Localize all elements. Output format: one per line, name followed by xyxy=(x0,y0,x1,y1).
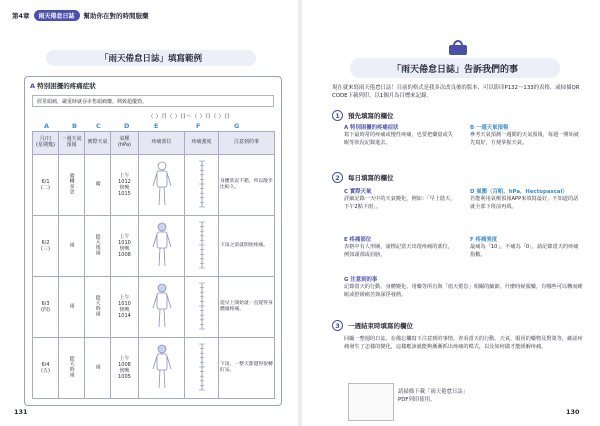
pressure-cell: 上午 1010 傍晚 1008 xyxy=(111,216,139,277)
date-cell: 6/4 (五) xyxy=(33,338,59,399)
item-title: E 疼痛部位 xyxy=(344,237,372,243)
col-header: 實際天氣 xyxy=(85,132,111,155)
col-letter-d: D xyxy=(124,122,130,130)
section-a-letter: A xyxy=(30,82,36,90)
col-header: 氣壓 (hPa) xyxy=(111,132,139,155)
note-cell: 下雨之前就開始疼痛。 xyxy=(219,216,275,277)
pain-scale-icon xyxy=(195,281,209,331)
col-letter-e: E xyxy=(154,122,159,130)
sample-log-table xyxy=(32,131,275,399)
section-number: 3 xyxy=(332,320,343,331)
item-g xyxy=(344,276,584,300)
qr-download-text: 請掃描下載「雨天倦怠日誌」 PDF列印使用。 xyxy=(398,389,469,404)
right-title: 「雨天倦怠日誌」告訴我們的事 xyxy=(350,58,560,78)
pain-scale-cell xyxy=(185,155,219,216)
date-range: （ ）月（ ）日～（ ）月（ ）日 xyxy=(148,114,230,120)
body-figure-cell xyxy=(139,155,185,216)
col-header: 疼痛強度 xyxy=(185,132,219,155)
note-cell: 身體狀況不錯，所以散步比較久。 xyxy=(219,155,275,216)
col-letter-b: B xyxy=(72,122,77,130)
table-row xyxy=(33,216,275,277)
col-letter-g: G xyxy=(234,122,240,130)
col-letter-c: C xyxy=(96,122,101,130)
chapter-subtitle: 幫助你在對的時間服藥 xyxy=(83,11,149,20)
note-cell: 從早上開始就一直覺得身體頭疼痛。 xyxy=(219,277,275,338)
body-figure-icon xyxy=(151,343,173,391)
col-letter-a: A xyxy=(44,122,50,130)
item-b xyxy=(470,124,582,148)
item-title: B 一週天氣預報 xyxy=(470,125,509,131)
section-number: 1 xyxy=(332,110,343,121)
item-text: 若能利用氣壓預報APP來填寫最好，不知道的話就全部下班前再填。 xyxy=(470,196,579,210)
forecast-cell: 晴轉多雲 xyxy=(68,173,75,195)
actual-weather-cell: 雨 xyxy=(94,364,101,370)
body-figure-icon xyxy=(151,282,173,330)
pain-scale-icon xyxy=(195,342,209,392)
body-figure-icon xyxy=(151,160,173,208)
section-title: 預先填寫的欄位 xyxy=(348,112,394,120)
col-letter-f: F xyxy=(196,122,201,130)
right-intro: 現在就來寫雨天倦怠日誌！目前的格式是我多次改良後的版本，可以影印P132～133的表格，或掃描QR CODE下載列印，以1個月為目標來記錄。 xyxy=(332,85,580,100)
pressure-cell: 上午 1010 傍晚 1014 xyxy=(111,277,139,338)
section-1-heading xyxy=(332,110,394,121)
actual-weather-cell: 陰天時雨 xyxy=(94,295,101,317)
date-cell: 6/1 (二) xyxy=(33,155,59,216)
item-d xyxy=(470,188,582,212)
pain-scale-cell xyxy=(185,216,219,277)
actual-weather-cell: 晴 xyxy=(94,181,101,187)
date-cell: 6/3 (四) xyxy=(33,277,59,338)
actual-weather-cell: 陰天後雨 xyxy=(94,234,101,256)
book-gutter xyxy=(297,0,303,426)
section-3-heading xyxy=(332,320,413,331)
note-cell: 下雨，一整天都覺得很轉盯呆。 xyxy=(219,338,275,399)
date-cell: 6/2 (三) xyxy=(33,216,59,277)
forecast-cell: 雨 xyxy=(68,242,75,248)
pain-scale-cell xyxy=(185,338,219,399)
table-row xyxy=(33,277,275,338)
pressure-cell: 上午 1012 傍晚 1015 xyxy=(111,155,139,216)
section-3-text: 回顧一整週的日誌，在備忘欄寫下注意到的事情。查看當天的行動、天氣、服用的藥物及對策等，確認疼痛發生了怎樣的變化，這樣應該就能夠漸漸抓出疼痛的模式，以及如何做才能緩解疼痛。 xyxy=(344,336,583,350)
right-page-number: 130 xyxy=(566,408,580,416)
pain-scale-icon xyxy=(195,159,209,209)
pain-scale-icon xyxy=(195,220,209,270)
section-a-heading xyxy=(30,81,96,90)
pain-scale-cell xyxy=(185,277,219,338)
pressure-cell: 上午 1008 傍晚 1005 xyxy=(111,338,139,399)
section-title: 一週結束時填寫的欄位 xyxy=(348,322,413,330)
item-e xyxy=(344,236,456,260)
item-c xyxy=(344,188,456,212)
qr-code[interactable] xyxy=(348,383,394,421)
table-row xyxy=(33,155,275,216)
body-figure-cell xyxy=(139,216,185,277)
item-text: 最痛為「10」，不痛為「0」，請記錄當天的疼痛指數。 xyxy=(470,244,579,258)
forecast-cell: 雨 xyxy=(68,303,75,309)
clipboard-clip-icon xyxy=(446,40,470,56)
item-title: A 特別困擾的疼痛症狀 xyxy=(344,125,399,131)
item-text: 詳細記錄一天中的天氣變化，例如：「早上陰天，下午2點下雨」。 xyxy=(344,196,456,210)
col-header: 注意到的事 xyxy=(219,132,275,155)
left-page-number: 131 xyxy=(14,408,28,416)
item-title: D 氣壓（百帕，hPa，Hectopascal） xyxy=(470,189,568,195)
col-header: 疼痛部位 xyxy=(139,132,185,155)
body-figure-icon xyxy=(151,221,173,269)
item-a xyxy=(344,124,456,148)
chapter-header xyxy=(12,8,149,22)
chapter-pill: 雨天倦怠日誌 xyxy=(34,10,80,21)
section-2-heading xyxy=(332,172,394,183)
col-header: 一週天氣預報 xyxy=(59,132,85,155)
item-title: G 注意到的事 xyxy=(344,277,378,283)
item-text: 參考天氣預測一週間的天氣預報，每週一開始就先寫好，方便掌握天氣。 xyxy=(470,132,579,146)
item-text: 表格中有人形圖，請標記當天出現疼痛的部位，例如頭部或肩膀。 xyxy=(344,244,453,258)
section-title: 每日填寫的欄位 xyxy=(348,174,394,182)
item-title: C 實際天氣 xyxy=(344,189,372,195)
table-row xyxy=(33,338,275,399)
symptom-field[interactable]: 經常頭痛，嚴重時就吞市售頭痛藥。興致超優勁。 xyxy=(32,95,274,107)
body-figure-cell xyxy=(139,277,185,338)
item-text: 記錄當天的行動、身體變化、用藥等所有與「雨天倦怠」相關的細節。什麼時候服藥，有哪些可以轉而睡眠或舒緩痛苦與深浮發熱。 xyxy=(344,284,583,298)
item-title: F 疼痛強度 xyxy=(470,237,498,243)
chapter-label: 第4章 xyxy=(12,11,30,20)
item-text: 寫下最時常的疼痛或慢性疼痛，也要把藥量或失眠等狀況記錄進去。 xyxy=(344,132,453,146)
col-header: 月/日 (星期幾) xyxy=(33,132,59,155)
section-number: 2 xyxy=(332,172,343,183)
item-f xyxy=(470,236,582,260)
section-a-label: 特別困擾的疼痛症狀 xyxy=(37,82,96,90)
body-figure-cell xyxy=(139,338,185,399)
forecast-cell: 陰天時雨 xyxy=(68,356,75,378)
example-title: 「雨天倦怠日誌」填寫範例 xyxy=(46,50,256,66)
